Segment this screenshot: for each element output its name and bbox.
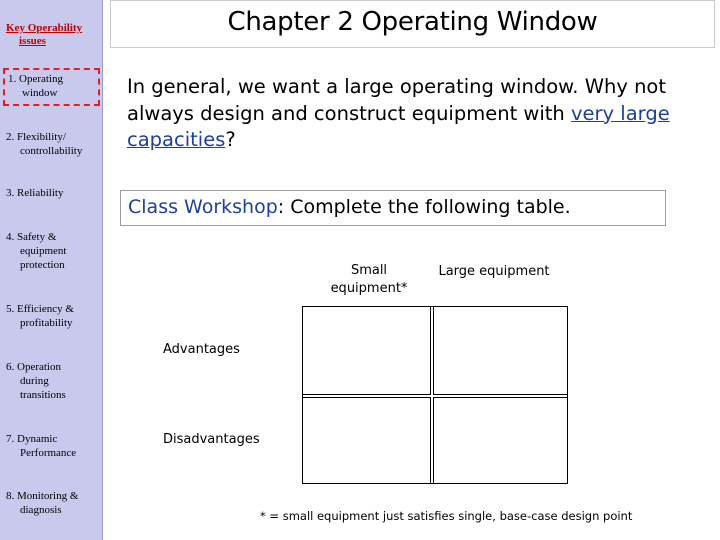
sidebar-item-label: 8. Monitoring & <box>6 490 79 502</box>
sidebar-item-label: 6. Operation <box>6 361 61 373</box>
table-cell-small-disadvantages[interactable] <box>303 397 431 483</box>
footnote: * = small equipment just satisfies single, base-case design point <box>260 509 633 523</box>
sidebar-title-line1: Key Operability <box>6 22 83 34</box>
sidebar-item-label-cont: Performance <box>20 447 77 459</box>
sidebar-item-label: 4. Safety & <box>6 231 57 243</box>
sidebar-item-transitions[interactable] <box>6 360 98 402</box>
sidebar-item-label-cont: controllability <box>20 145 83 157</box>
sidebar <box>0 0 103 540</box>
sidebar-item-label: 5. Efficiency & <box>6 303 74 315</box>
table-cell-small-advantages[interactable] <box>303 307 431 395</box>
title-box <box>110 0 715 48</box>
sidebar-item-label: 1. Operating <box>8 73 63 85</box>
sidebar-item-label-cont2: transitions <box>20 389 66 401</box>
intro-paragraph <box>127 74 687 154</box>
workshop-label: Class Workshop <box>128 196 278 218</box>
sidebar-item-label-cont: equipment <box>20 245 67 257</box>
sidebar-item-label-cont: profitability <box>20 317 73 329</box>
intro-text-end: ? <box>225 128 236 151</box>
sidebar-item-label-cont2: protection <box>20 259 65 271</box>
sidebar-item-operating-window[interactable] <box>3 68 100 106</box>
page-title: Chapter 2 Operating Window <box>227 7 598 37</box>
sidebar-item-label-cont: window <box>22 87 58 99</box>
sidebar-item-flexibility[interactable] <box>6 130 98 158</box>
comparison-table <box>302 306 568 484</box>
capacities-link[interactable]: very large capacities <box>127 101 670 151</box>
workshop-box <box>120 190 666 226</box>
row-header-advantages: Advantages <box>163 342 240 357</box>
sidebar-item-monitoring[interactable] <box>6 489 98 517</box>
sidebar-item-safety[interactable] <box>6 230 98 272</box>
table-cell-large-disadvantages[interactable] <box>433 397 567 483</box>
row-header-disadvantages: Disadvantages <box>163 432 260 447</box>
workshop-instruction: : Complete the following table. <box>277 196 571 218</box>
sidebar-item-label: 7. Dynamic <box>6 433 58 445</box>
sidebar-item-reliability[interactable] <box>6 186 98 200</box>
workshop-text <box>128 196 571 218</box>
sidebar-title[interactable] <box>6 22 98 48</box>
column-header-large: Large equipment <box>438 264 550 279</box>
sidebar-item-label: 3. Reliability <box>6 187 64 199</box>
sidebar-title-line2: issues <box>19 35 46 47</box>
sidebar-item-label-cont: diagnosis <box>20 504 62 516</box>
sidebar-item-dynamic[interactable] <box>6 432 98 460</box>
sidebar-item-label: 2. Flexibility/ <box>6 131 66 143</box>
sidebar-item-efficiency[interactable] <box>6 302 98 330</box>
sidebar-item-label-cont: during <box>20 375 49 387</box>
intro-text: In general, we want a large operating window. Why not always design and construct equipment with <box>127 75 667 125</box>
column-header-small: Small equipment* <box>330 263 408 296</box>
table-cell-large-advantages[interactable] <box>433 307 567 395</box>
